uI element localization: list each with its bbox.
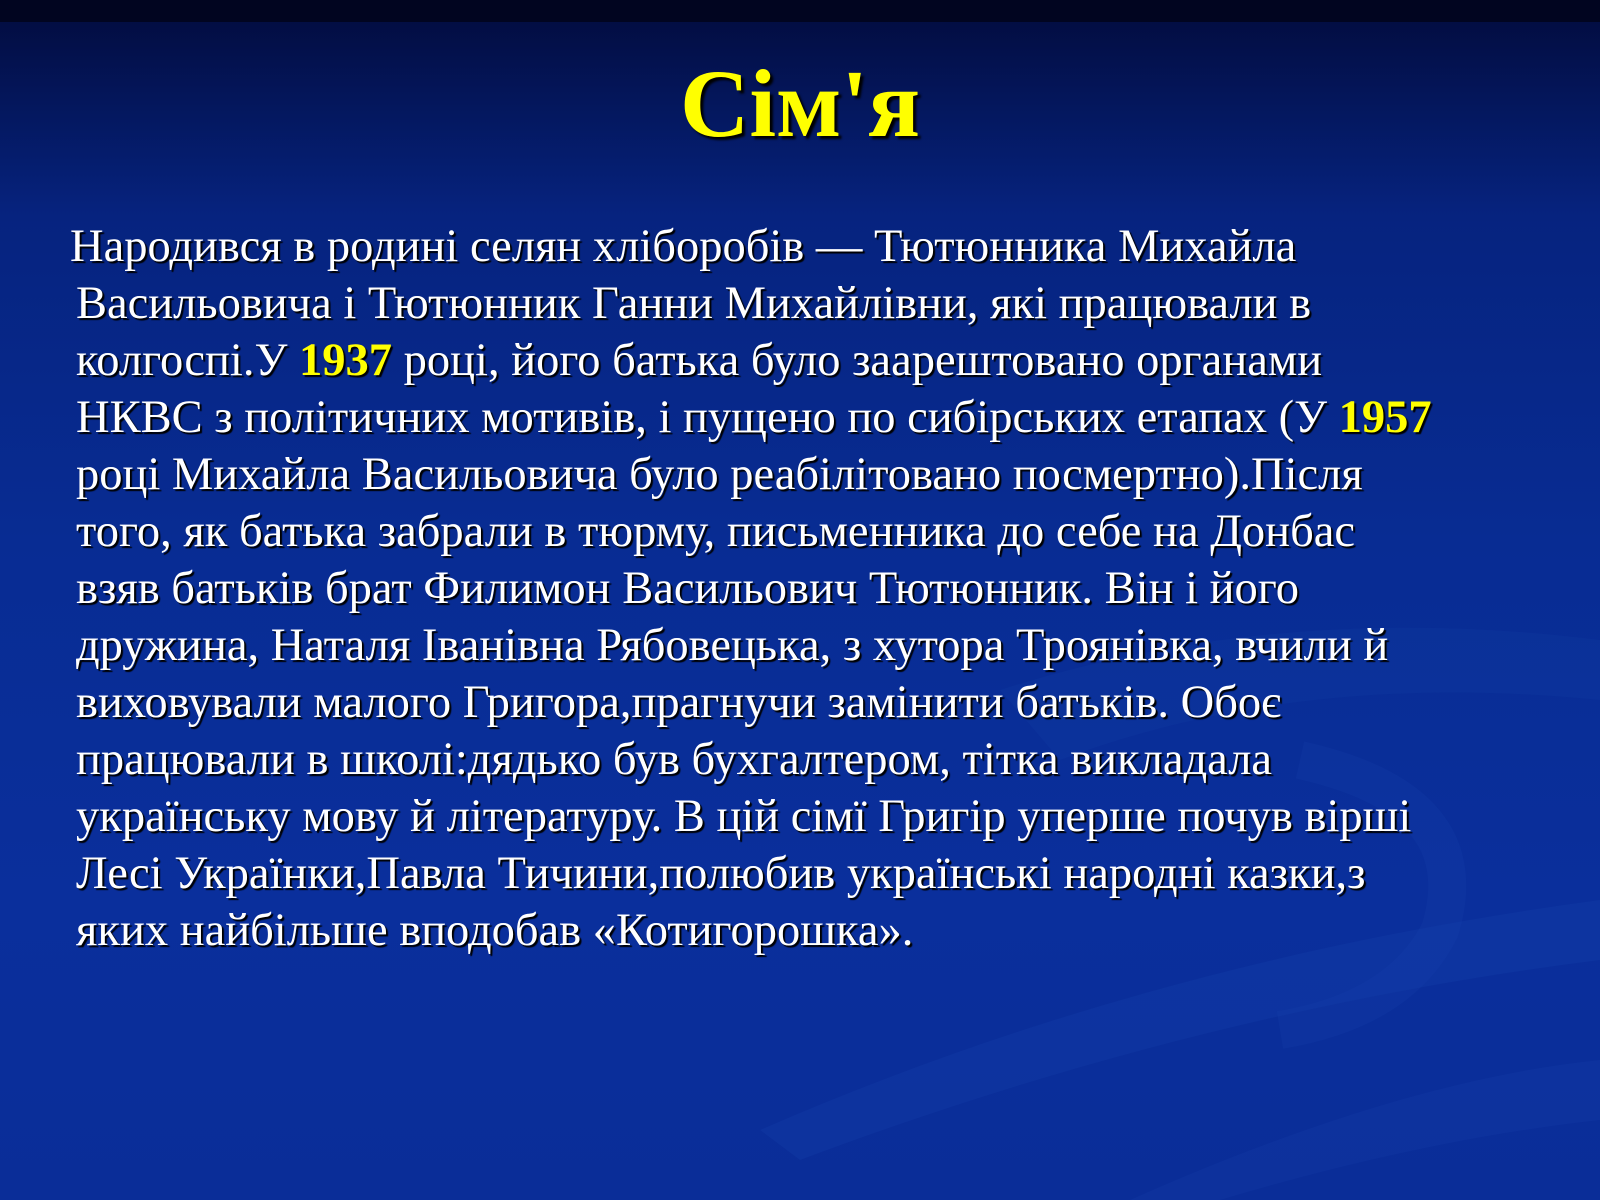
text-line: дружина, Наталя Іванівна Рябовецька, з хутора Троянівка, вчили й (76, 620, 1389, 671)
text-line: українську мову й літературу. В цій сімї Григір уперше почув вірші (76, 791, 1412, 842)
slide-body-text (70, 218, 1576, 959)
text-line: Васильовича і Тютюнник Ганни Михайлівни, які працювали в (76, 278, 1312, 329)
text-line: Лесі Українки,Павла Тичини,полюбив українські народні казки,з (76, 848, 1366, 899)
text-segment: НКВС з політичних мотивів, і пущено по сибірських етапах (У (76, 392, 1339, 443)
text-line (76, 389, 1576, 446)
text-line: виховували малого Григора,прагнучи замінити батьків. Обоє (76, 677, 1282, 728)
text-line: Народився в родині селян хліборобів — Тютюнника Михайла (70, 221, 1297, 272)
text-segment: колгоспі.У (76, 335, 300, 386)
text-line: працювали в школі:дядько був бухгалтером, тітка викладала (76, 734, 1273, 785)
year-highlight: 1957 (1338, 392, 1432, 443)
slide-top-band (0, 0, 1600, 22)
year-highlight: 1937 (299, 335, 393, 386)
slide-title: Сім'я (680, 50, 920, 157)
text-line: взяв батьків брат Филимон Васильович Тютюнник. Він і його (76, 563, 1299, 614)
text-line: році Михайла Васильовича було реабілітовано посмертно).Після (76, 449, 1363, 500)
text-segment: році, його батька було заарештовано органами (392, 335, 1323, 386)
text-line: яких найбільше вподобав «Котигорошка». (76, 905, 914, 956)
text-line (76, 332, 1576, 389)
text-line: того, як батька забрали в тюрму, письменника до себе на Донбас (76, 506, 1355, 557)
